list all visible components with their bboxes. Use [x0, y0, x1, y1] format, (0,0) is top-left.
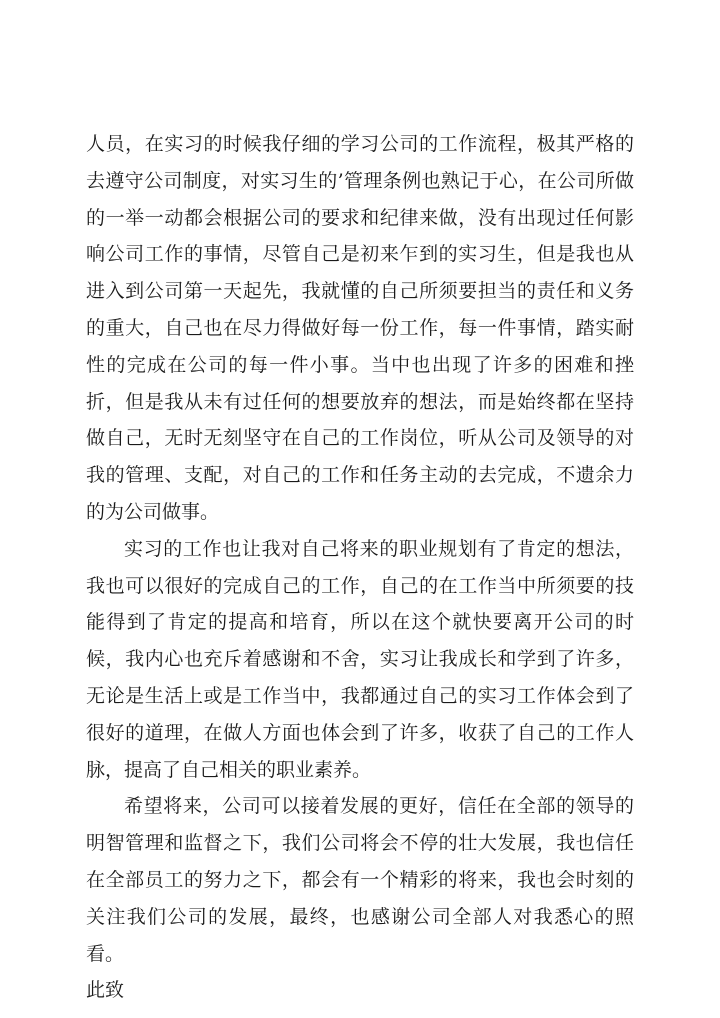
paragraph-2: 实习的工作也让我对自己将来的职业规划有了肯定的想法，我也可以很好的完成自己的工作，自己的在工作当中所须要的技能得到了肯定的提高和培育，所以在这个就快要离开公司的时候，我内心也充斥着感谢和不舍，实习让我成长和学到了许多，无论是生活上或是工作当中，我都通过自己的实习工作体会到了很好的道理，在做人方面也体会到了许多，收获了自己的工作人脉，提高了自己相关的职业素养。 [86, 537, 634, 781]
paragraph-1: 人员，在实习的时候我仔细的学习公司的工作流程，极其严格的去遵守公司制度，对实习生的’管理条例也熟记于心，在公司所做的一举一动都会根据公司的要求和纪律来做，没有出现过任何影响公司工作的事情，尽管自己是初来乍到的实习生，但是我也从进入到公司第一天起先，我就懂的自己所须要担当的责任和义务的重大，自己也在尽力得做好每一份工作，每一件事情，踏实耐性的完成在公司的每一件小事。当中也出现了许多的困难和挫折，但是我从未有过任何的想要放弃的想法，而是始终都在坚持做自己，无时无刻坚守在自己的工作岗位，听从公司及领导的对我的管理、支配，对自己的工作和任务主动的去完成，不遗余力的为公司做事。 [86, 133, 634, 523]
paragraph-3: 希望将来，公司可以接着发展的更好，信任在全部的领导的明智管理和监督之下，我们公司将会不停的壮大发展，我也信任在全部员工的努力之下，都会有一个精彩的将来，我也会时刻的关注我们公司的发展，最终，也感谢公司全部人对我悉心的照看。 [86, 795, 634, 965]
letter-body [86, 126, 634, 1009]
closing-salutation: 此致 [86, 979, 125, 1002]
